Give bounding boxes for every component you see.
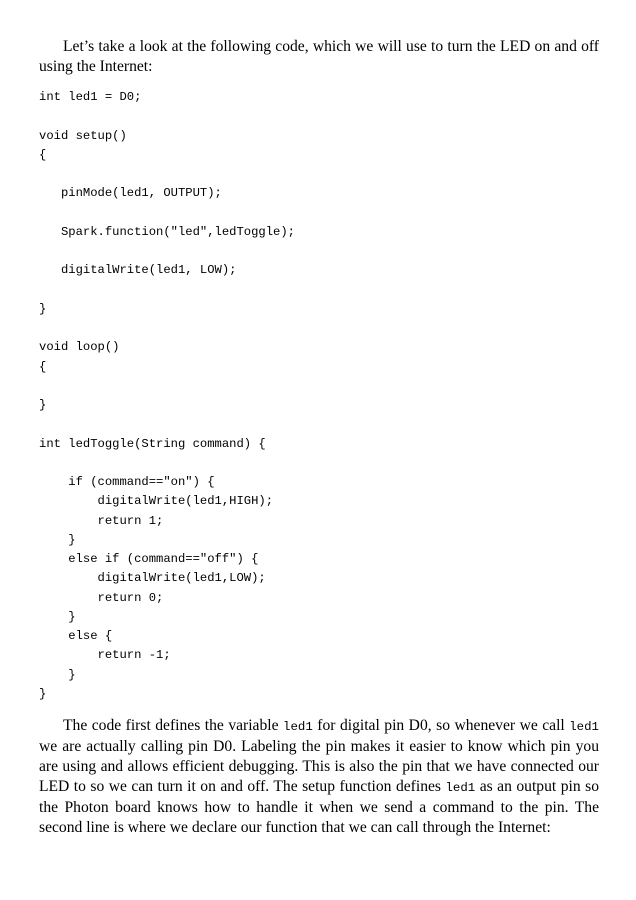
code-block: [39, 88, 295, 704]
code-line: [39, 319, 295, 338]
code-line: }: [39, 609, 76, 624]
code-line: digitalWrite(led1,HIGH);: [39, 494, 274, 509]
code-line: void setup(): [39, 128, 127, 143]
code-line: else if (command=="off") {: [39, 552, 259, 566]
code-line: void loop(): [39, 340, 120, 355]
code-line: }: [39, 686, 47, 701]
inline-code-led1: led1: [569, 720, 599, 734]
intro-paragraph: Let’s take a look at the following code, which we will use to turn the LED on and off using the Internet:: [39, 38, 599, 75]
explanation-text: for digital pin D0, so whenever we call: [312, 717, 570, 734]
code-line: [39, 204, 295, 223]
code-line: [39, 415, 295, 434]
code-line: [39, 242, 295, 261]
code-line: [39, 107, 295, 126]
code-line: pinMode(led1, OUTPUT);: [39, 186, 222, 201]
explanation-paragraph: [39, 716, 599, 838]
code-line: {: [39, 359, 47, 374]
explanation-text: as an output pin so the Photon board knows how to handle it when we send a command to the pin. The second line is where we declare our function that we can call through the Internet:: [39, 778, 599, 836]
inline-code-led1: led1: [283, 720, 313, 734]
code-line: digitalWrite(led1,LOW);: [39, 571, 266, 586]
code-line: [39, 281, 295, 300]
code-line: }: [39, 667, 76, 682]
code-line: digitalWrite(led1, LOW);: [39, 263, 237, 278]
code-line: return -1;: [39, 648, 171, 663]
code-line: return 0;: [39, 590, 164, 605]
code-line: int led1 = D0;: [39, 90, 142, 104]
code-line: return 1;: [39, 513, 164, 528]
code-line: }: [39, 532, 76, 547]
code-line: }: [39, 301, 47, 316]
code-line: [39, 377, 295, 396]
code-line: int ledToggle(String command) {: [39, 436, 266, 451]
code-line: [39, 454, 295, 473]
code-line: if (command=="on") {: [39, 475, 215, 489]
code-line: }: [39, 398, 47, 412]
code-line: Spark.function("led",ledToggle);: [39, 224, 295, 239]
code-line: [39, 165, 295, 184]
explanation-text: we are actually calling pin D0. Labeling the pin makes it easier to know which pin you are using and allows efficient debugging. This is also the pin that we have connected our LED to so we can turn it on and off. The setup function defines: [39, 738, 599, 795]
explanation-text: The code first defines the variable: [63, 717, 284, 734]
code-line: else {: [39, 629, 113, 643]
inline-code-led1: led1: [445, 781, 476, 795]
code-line: {: [39, 147, 47, 162]
